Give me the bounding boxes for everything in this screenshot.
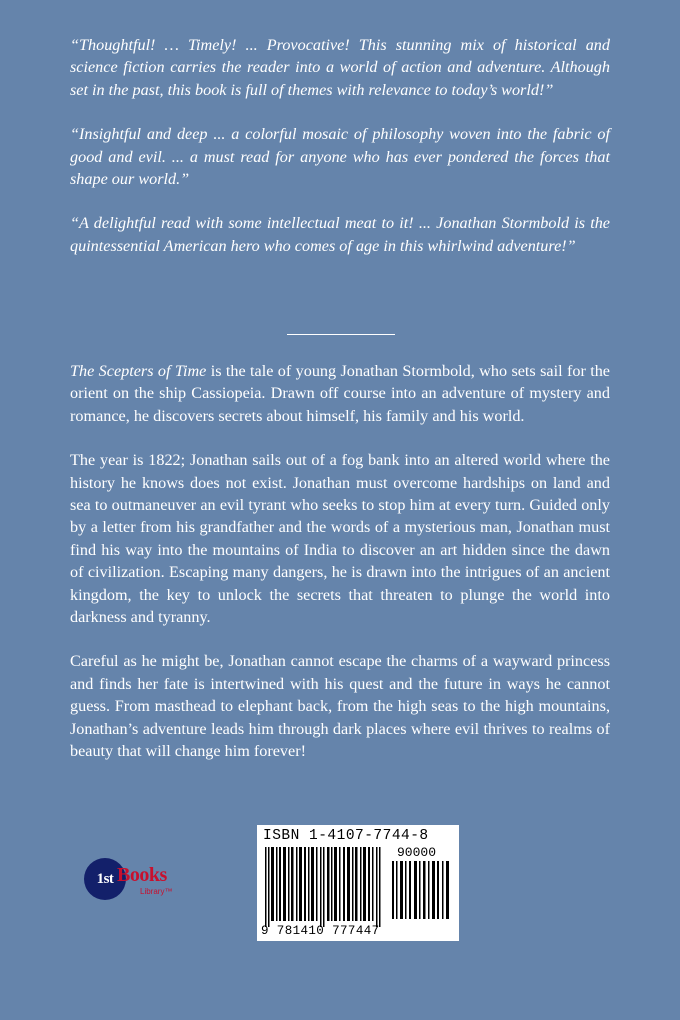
review-quotes [70, 34, 610, 279]
synopsis-paragraph-2: The year is 1822; Jonathan sails out of a fog bank into an altered world where the history he knows does not exist. Jonathan must overcome hardships on land and sea to outmaneuver an evil tyrant who seeks to stop him at every turn. Guided only by a letter from his grandfather and the words of a mysterious man, Jonathan must find his way into the mountains of India to discover an art hidden since the dawn of civilization. Escaping many dangers, he is drawn into the intrigues of an ancient kingdom, the key to unlock the secrets that threaten to plunge the world into darkness and tyranny. [70, 451, 610, 627]
publisher-name: Books [117, 864, 167, 886]
publisher-sub: Library™ [140, 887, 173, 896]
review-quote-3: “A delightful read with some intellectual meat to it! ... Jonathan Stormbold is the quintessential American hero who comes of age in this whirlwind adventure!” [70, 214, 610, 255]
barcode-bars-main [265, 847, 385, 927]
publisher-logo [84, 858, 194, 902]
review-quote-1: “Thoughtful! … Timely! ... Provocative! This stunning mix of historical and science fiction carries the reader into a world of action and adventure. Although set in the past, this book is full of themes with relevance to today’s world!” [70, 36, 610, 99]
barcode-bars-addon [392, 861, 452, 919]
review-quote-2: “Insightful and deep ... a colorful mosaic of philosophy woven into the fabric of good and evil. ... a must read for anyone who has ever pondered the forces that shape our world.” [70, 125, 610, 189]
divider-rule [287, 334, 395, 335]
isbn-text: ISBN 1-4107-7744-8 [263, 828, 429, 844]
synopsis [70, 360, 610, 785]
isbn-barcode [257, 825, 459, 941]
ean-number: 9 781410 777447 [261, 924, 380, 938]
synopsis-paragraph-1-text: is the tale of young Jonathan Stormbold, who sets sail for the orient on the ship Cassiopeia. Drawn off course into an adventure of mystery and romance, he discovers secrets about himself, his family and his world. [70, 362, 610, 425]
synopsis-paragraph-3: Careful as he might be, Jonathan cannot escape the charms of a wayward princess and finds her fate is intertwined with his quest and the future in ways he cannot guess. From masthead to elephant back, from the high seas to the high mountains, Jonathan’s adventure leads him through dark places where evil thrives to realms of beauty that will change him forever! [70, 652, 610, 761]
synopsis-paragraph-1 [70, 360, 610, 427]
book-title: The Scepters of Time [70, 362, 207, 380]
publisher-mark: 1st [84, 858, 126, 900]
price-code: 90000 [397, 845, 437, 860]
